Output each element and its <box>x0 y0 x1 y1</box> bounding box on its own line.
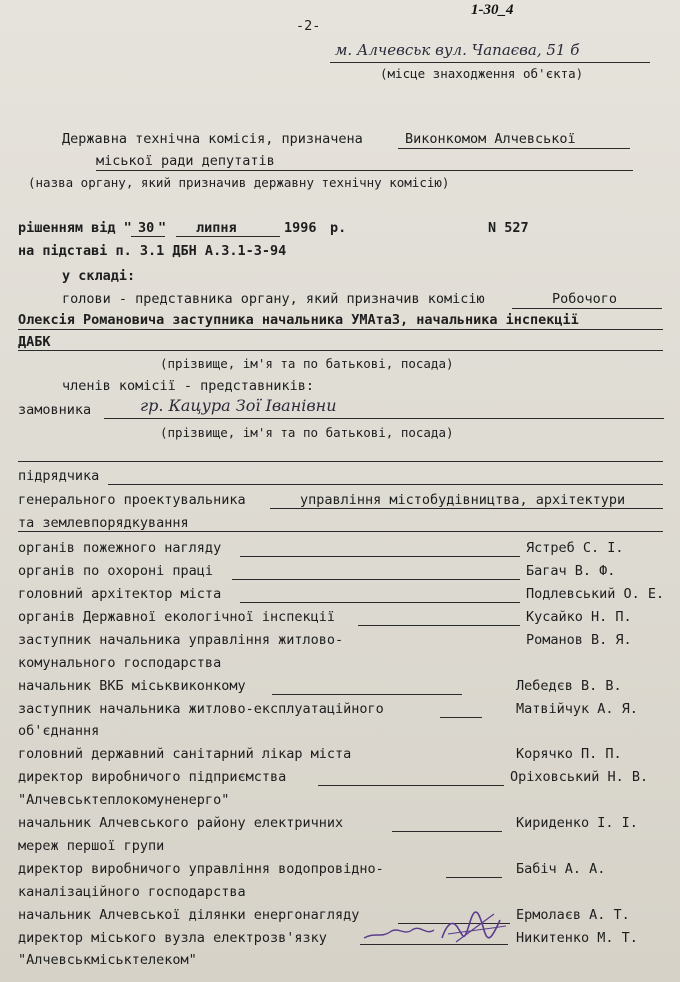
commission-line2: міської ради депутатів <box>96 153 275 169</box>
designer-line-1 <box>270 508 663 509</box>
member-role-cont: каналізаційного господарства <box>18 884 246 900</box>
basis: на підставі п. 3.1 ДБН А.3.1-3-94 <box>18 243 287 259</box>
member-line <box>318 785 504 786</box>
member-line <box>358 625 520 626</box>
customer-name-caption: (прізвище, ім'я та по батькові, посада) <box>160 425 454 440</box>
member-name: Никитенко М. Т. <box>516 930 638 946</box>
member-line <box>240 556 520 557</box>
document-number: 1-30_4 <box>471 2 514 18</box>
location-line <box>330 62 650 63</box>
member-line <box>272 694 462 695</box>
decision-quote: " <box>158 220 167 236</box>
designer-value-1: управління містобудівництва, архітектури <box>300 492 626 508</box>
member-name: Кусайко Н. П. <box>526 609 632 625</box>
commission-line1-value: Виконкомом Алчевської <box>405 131 576 147</box>
member-name: Романов В. Я. <box>526 632 632 648</box>
member-role-cont: "Алчевськтеплокомуненерго" <box>18 792 230 808</box>
member-role: органів по охороні праці <box>18 563 214 579</box>
decision-day: 30 <box>138 220 155 236</box>
contractor-label: підрядчика <box>18 468 100 484</box>
member-line <box>392 831 502 832</box>
member-name: Лебедєв В. В. <box>516 678 622 694</box>
commission-line1-prefix: Державна технічна комісія, призначена <box>62 131 363 147</box>
customer-handwritten: гр. Кацура Зої Іванівни <box>140 396 337 415</box>
members-label: членів комісії - представників: <box>62 378 314 394</box>
composition-label: у складі: <box>62 268 136 284</box>
commission-line2-underline <box>96 170 633 171</box>
member-name: Багач В. Ф. <box>526 563 616 579</box>
head-value-3: ДАБК <box>18 334 51 350</box>
member-name: Бабіч А. А. <box>516 861 606 877</box>
head-line-2 <box>18 329 663 330</box>
head-value-2: Олексія Романовича заступника начальника УМАтаЗ, начальника інспекції <box>18 312 579 328</box>
decision-year-suffix: р. <box>330 220 347 236</box>
location-caption: (місце знаходження об'єкта) <box>380 66 584 81</box>
member-line <box>446 877 502 878</box>
member-role-cont: мереж першої групи <box>18 838 165 854</box>
member-role: директор виробничого управління водопровідно- <box>18 861 384 877</box>
contractor-line <box>108 484 663 485</box>
member-line <box>232 579 520 580</box>
customer-line <box>104 418 664 419</box>
member-name: Ястреб С. І. <box>526 540 624 556</box>
head-line-1 <box>512 308 662 309</box>
customer-label: замовника <box>18 402 92 418</box>
decision-number: N 527 <box>488 220 529 236</box>
member-name: Оріховський Н. В. <box>510 769 649 785</box>
head-name-caption: (прізвище, ім'я та по батькові, посада) <box>160 356 454 371</box>
member-name: Ермолаєв А. Т. <box>516 907 630 923</box>
member-name: Корячко П. П. <box>516 746 622 762</box>
designer-label: генерального проектувальника <box>18 492 246 508</box>
member-role: директор міського вузла електрозв'язку <box>18 930 327 946</box>
decision-month: липня <box>196 220 237 236</box>
designer-line-2 <box>18 531 663 532</box>
member-role: директор виробничого підприємства <box>18 769 287 785</box>
member-name: Подлевський О. Е. <box>526 586 665 602</box>
commission-line1-underline <box>398 148 630 149</box>
member-role: заступник начальника житлово-експлуатаційного <box>18 701 384 717</box>
decision-year: 1996 <box>284 220 317 236</box>
decision-month-line <box>176 236 280 237</box>
location-handwritten: м. Алчевськ вул. Чапаєва, 51 б <box>335 41 580 59</box>
member-line <box>440 717 482 718</box>
member-line <box>240 602 520 603</box>
head-value-1: Робочого <box>552 291 618 307</box>
member-name: Матвійчук А. Я. <box>516 701 638 717</box>
member-role: начальник ВКБ міськвиконкому <box>18 678 246 694</box>
member-role: органів Державної екологічної інспекції <box>18 609 335 625</box>
decision-prefix: рішенням від " <box>18 220 132 236</box>
decision-day-line <box>131 236 165 237</box>
designer-value-2: та землевпорядкування <box>18 515 189 531</box>
member-role: головний архітектор міста <box>18 586 222 602</box>
member-role: головний державний санітарний лікар міста <box>18 746 352 762</box>
blank-line <box>18 461 663 462</box>
head-prefix: голови - представника органу, який призначив комісію <box>62 291 485 307</box>
member-role-cont: об'єднання <box>18 723 100 739</box>
head-line-3 <box>18 350 663 351</box>
member-role: заступник начальника управління житлово- <box>18 632 344 648</box>
page-number: -2- <box>296 18 321 34</box>
signature-image <box>360 908 510 950</box>
member-role-cont: "Алчевськміськтелеком" <box>18 952 197 968</box>
member-name: Кириденко І. І. <box>516 815 638 831</box>
member-role: органів пожежного нагляду <box>18 540 222 556</box>
member-role: начальник Алчевської ділянки енергонагляду <box>18 907 360 923</box>
member-role-cont: комунального господарства <box>18 655 222 671</box>
member-role: начальник Алчевського району електричних <box>18 815 344 831</box>
commission-caption: (назва органу, який призначив державну технічну комісію) <box>28 175 450 190</box>
